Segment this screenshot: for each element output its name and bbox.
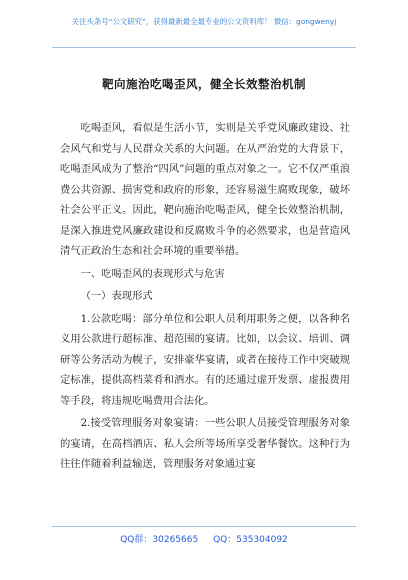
item-paragraph-2: 2.接受管理服务对象宴请：一些公职人员接受管理服务对象的宴请，在高档酒店、私人会所等场所享受奢华餐饮。这种行为往往伴随着利益输送，管理服务对象通过宴: [60, 417, 350, 470]
intro-paragraph: 吃喝歪风，看似是生活小节，实则是关乎党风廉政建设、社会风气和党与人民群众关系的大问题。在从严治党的大背景下，吃喝歪风成为了整治“四风”问题的重点对象之一。它不仅严重浪费公共资源、损害党和政府的形象，还容易滋生腐败现象，破坏社会公平正义。因此，靶向施治吃喝歪风，健全长效整治机制，是深入推进党风廉政建设和反腐败斗争的必然要求，也是营造风清气正政治生态和社会环境的重要举措。: [60, 122, 350, 257]
item-paragraph-1: 1.公款吃喝：部分单位和公职人员利用职务之便，以各种名义用公款进行超标准、超范围的宴请。比如，以会议、培训、调研等公务活动为幌子，安排豪华宴请，或者在接待工作中突破规定标准，提供高档菜肴和酒水。有的还通过虚开发票、虚报费用等手段，将违规吃喝费用合法化。: [60, 312, 350, 407]
header-divider: [52, 47, 356, 48]
document-body: [60, 118, 350, 477]
section-heading-1: 一、吃喝歪风的表现形式与危害: [80, 267, 225, 280]
subsection-heading-1: （一）表现形式: [80, 290, 153, 302]
footer-divider: [52, 526, 356, 527]
footer-contact: [0, 532, 408, 545]
header-promo-note: 关注头条号“公文研究”，获得最新最全最专业的公文资料库！ 微信：gongwenyj: [71, 17, 337, 26]
footer-qq-group: QQ群：30265665: [120, 535, 199, 545]
document-title: 靶向施治吃喝歪风，健全长效整治机制: [102, 77, 306, 91]
footer-qq-number: QQ：535304092: [213, 535, 288, 545]
